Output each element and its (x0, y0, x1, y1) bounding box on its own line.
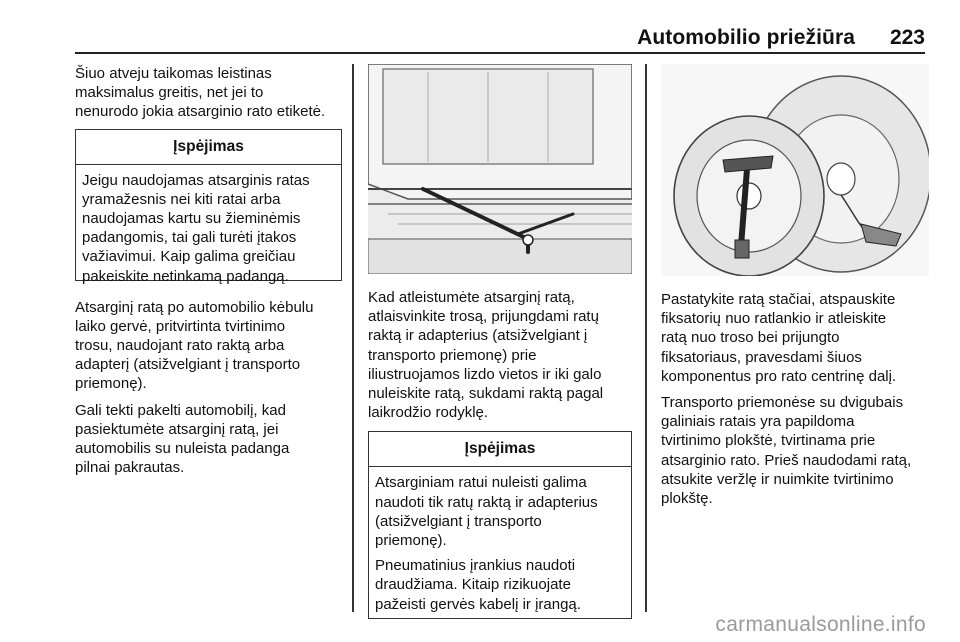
paragraph: Atsarginį ratą po automobilio kėbulu laiko gervė, pritvirtinta tvirtinimo trosu, naudojant rato raktą arba adapterį (atsižvelgiant į transporto priemonę). (75, 298, 314, 393)
column-divider (352, 64, 354, 612)
column-right (661, 64, 929, 515)
paragraph: Kad atleistumėte atsarginį ratą, atlaisvinkite trosą, prijungdami ratų raktą ir adapterius (atsižvelgiant į transporto priemonę) prie iliustruojamos lizdo vietos ir iki galo nuleiskite ratą, sukdami raktą pagal laikrodžio rodyklę. (368, 289, 604, 422)
warning-box (75, 129, 342, 285)
spare-wheel-winch-illustration (368, 64, 632, 274)
page-header (75, 24, 925, 54)
watermark: carmanualsonline.info (715, 613, 926, 636)
intro-paragraph: Šiuo atveju taikomas leistinas maksimalus greitis, net jei to nenurodo jokia atsarginio rato etiketė. (75, 65, 326, 121)
paragraph: Pastatykite ratą stačiai, atspauskite fiksatorių nuo ratlankio ir atleiskite ratą nuo troso bei prijungto fiksatoriaus, pravesdami šiuos komponentus pro rato centrinę dalį. (661, 291, 897, 385)
warning-title: Įspėjimas (369, 432, 631, 467)
warning-text: Atsarginiam ratui nuleisti galima naudoti tik ratų raktą ir adapterius (atsižvelgiant į transporto priemonę). (375, 474, 598, 550)
column-divider (645, 64, 647, 612)
page-number: 223 (889, 26, 925, 49)
chapter-title: Automobilio priežiūra (637, 26, 855, 49)
column-left (75, 64, 342, 484)
column-middle (368, 64, 632, 619)
warning-box (368, 431, 632, 619)
spare-wheel-icon (661, 64, 929, 276)
paragraph: Gali tekti pakelti automobilį, kad pasiektumėte atsarginį ratą, jei automobilis su nuleista padanga pilnai pakrautas. (75, 401, 290, 477)
spare-wheel-release-illustration (661, 64, 929, 276)
warning-text: Jeigu naudojamas atsarginis ratas yramažesnis nei kiti ratai arba naudojamas kartu su žieminėmis padangomis, tai gali turėti įtakos važiavimui. Kaip galima greičiau pakeiskite netinkamą padangą. (82, 171, 310, 285)
warning-text: Pneumatinius įrankius naudoti draudžiama. Kitaip rizikuojate pažeisti gervės kabelį ir įrangą. (375, 557, 581, 613)
warning-title: Įspėjimas (76, 130, 341, 165)
wrench-under-bumper-icon (368, 64, 632, 274)
paragraph: Transporto priemonėse su dvigubais galiniais ratais yra papildoma tvirtinimo plokštė, tvirtinama prie atsarginio rato. Prieš naudodami ratą, atsukite veržlę ir nuimkite tvirtinimo plokštę. (661, 394, 912, 508)
